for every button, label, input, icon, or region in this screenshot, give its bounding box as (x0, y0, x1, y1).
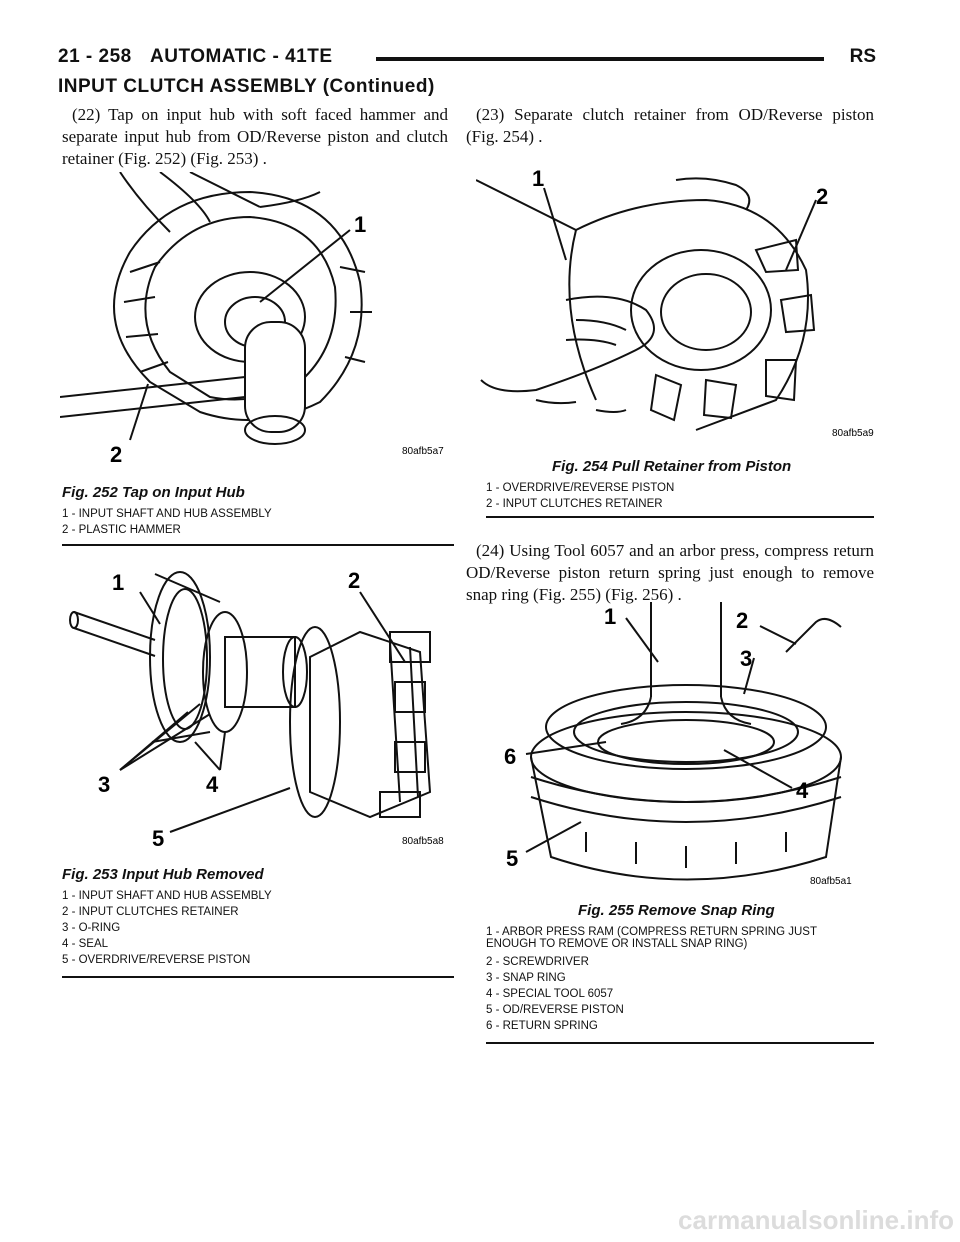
fig-254-callout-1: 1 (532, 166, 545, 191)
fig-252-callout-2: 2 (110, 442, 123, 467)
fig-253-code: 80afb5a8 (402, 836, 444, 847)
legend-item: 6 - RETURN SPRING (486, 1020, 598, 1032)
fig-252-legend (62, 506, 272, 538)
fig-253-caption: Fig. 253 Input Hub Removed (62, 866, 264, 883)
fig-254-code: 80afb5a9 (832, 428, 874, 439)
legend-item: 2 - INPUT CLUTCHES RETAINER (62, 906, 239, 918)
fig-254-legend (486, 480, 674, 512)
legend-item: 1 - INPUT SHAFT AND HUB ASSEMBLY (62, 508, 272, 520)
step-24: (24) Using Tool 6057 and an arbor press, compress return OD/Reverse piston return spring just enough to remove snap ring (Fig. 255) (Fig. 256) . (466, 541, 874, 604)
legend-item: 4 - SEAL (62, 938, 109, 950)
legend-item: 1 - INPUT SHAFT AND HUB ASSEMBLY (62, 890, 272, 902)
fig-255-caption: Fig. 255 Remove Snap Ring (578, 902, 775, 919)
fig-252-callout-1: 1 (354, 212, 367, 237)
fig-254-caption: Fig. 254 Pull Retainer from Piston (552, 458, 792, 475)
legend-item: 2 - INPUT CLUTCHES RETAINER (486, 498, 663, 510)
fig-255-rule (486, 1042, 874, 1044)
fig-253-illustration (60, 562, 456, 862)
fig-253-rule (62, 976, 454, 978)
fig-253-callout-3: 3 (98, 772, 111, 797)
fig-254-illustration (476, 160, 876, 444)
step-22: (22) Tap on input hub with soft faced hammer and separate input hub from OD/Reverse piston and clutch retainer (Fig. 252) (Fig. 253) . (62, 105, 448, 168)
page-header (58, 44, 876, 74)
fig-252-code: 80afb5a7 (402, 446, 444, 457)
fig-253-callout-4: 4 (206, 772, 219, 797)
step-23: (23) Separate clutch retainer from OD/Reverse piston (Fig. 254) . (466, 105, 874, 146)
legend-item: 4 - SPECIAL TOOL 6057 (486, 988, 614, 1000)
legend-item: 5 - OVERDRIVE/REVERSE PISTON (62, 954, 251, 966)
fig-254-callout-2: 2 (816, 184, 829, 209)
fig-253-callout-1: 1 (112, 570, 125, 595)
fig-253-callout-2: 2 (348, 568, 361, 593)
fig-255-callout-5: 5 (506, 846, 519, 871)
fig-255-illustration (496, 602, 876, 892)
fig-255-callout-4: 4 (796, 778, 809, 803)
legend-item: 3 - O-RING (62, 922, 121, 934)
legend-item: 5 - OD/REVERSE PISTON (486, 1004, 624, 1016)
fig-252-rule (62, 544, 454, 546)
fig-255-callout-6: 6 (504, 744, 517, 769)
legend-item: 2 - PLASTIC HAMMER (62, 524, 181, 536)
fig-254-rule (486, 516, 874, 518)
legend-item: 1 - OVERDRIVE/REVERSE PISTON (486, 482, 675, 494)
model-code: RS (849, 46, 876, 67)
fig-255-legend (486, 926, 866, 1034)
watermark: carmanualsonline.info (678, 1205, 954, 1235)
section-title: INPUT CLUTCH ASSEMBLY (Continued) (58, 76, 435, 97)
legend-item: 3 - SNAP RING (486, 972, 566, 984)
fig-252-caption: Fig. 252 Tap on Input Hub (62, 484, 245, 501)
fig-255-callout-1: 1 (604, 604, 617, 629)
fig-255-callout-2: 2 (736, 608, 749, 633)
header-rule (376, 57, 824, 61)
fig-255-code: 80afb5a1 (810, 876, 852, 887)
section-name: AUTOMATIC - 41TE (150, 46, 333, 67)
fig-253-callout-5: 5 (152, 826, 165, 851)
fig-255-callout-3: 3 (740, 646, 753, 671)
legend-item: 2 - SCREWDRIVER (486, 956, 589, 968)
page-number: 21 - 258 (58, 46, 132, 67)
fig-253-legend (62, 888, 272, 968)
fig-252-illustration (60, 172, 456, 472)
legend-item: 1 - ARBOR PRESS RAM (COMPRESS RETURN SPRING JUST ENOUGH TO REMOVE OR INSTALL SNAP RING) (486, 926, 817, 950)
